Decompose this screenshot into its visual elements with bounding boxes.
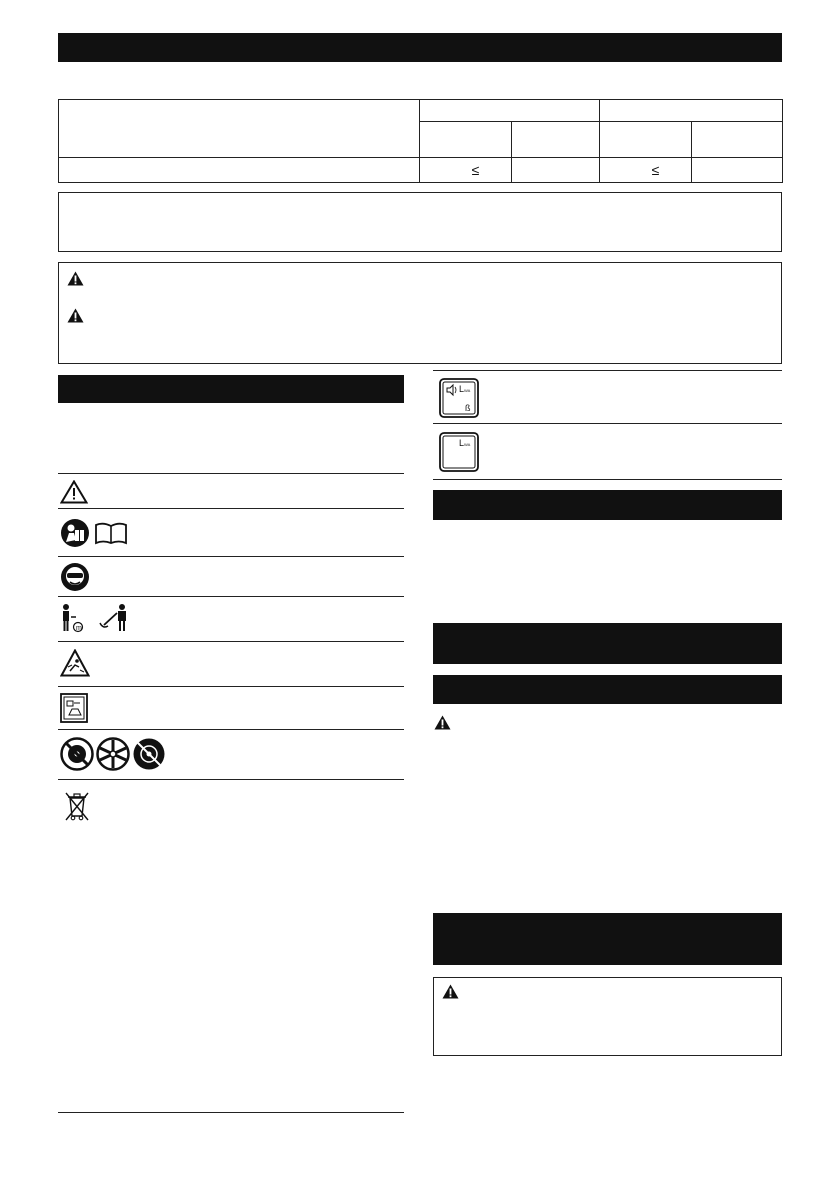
less-equal-symbol: ≤ bbox=[471, 162, 480, 178]
lwa-row-1 bbox=[433, 370, 782, 423]
lwa-sub: WA bbox=[464, 442, 471, 447]
thrown-objects-icon bbox=[60, 649, 90, 677]
lwa-label: L bbox=[459, 438, 465, 448]
spec-table-group-1 bbox=[420, 100, 600, 122]
spec-table-value bbox=[692, 158, 783, 183]
spec-table-group-2 bbox=[600, 100, 783, 122]
lwa-sub: WA bbox=[464, 388, 471, 393]
spec-table-subheader bbox=[600, 122, 692, 158]
spec-table-row-label bbox=[59, 158, 420, 183]
lwa-table-bottom-line bbox=[433, 479, 782, 480]
no-metal-blade-icon bbox=[60, 737, 94, 771]
read-manual-icon bbox=[60, 518, 90, 548]
header-bar bbox=[58, 33, 782, 62]
warning-triangle-icon bbox=[60, 480, 88, 504]
warning-triangle-icon bbox=[67, 271, 84, 286]
sound-power-label-icon bbox=[439, 432, 479, 472]
symbols-section-header bbox=[58, 375, 404, 403]
sound-power-label-icon bbox=[439, 378, 479, 418]
spec-table-value-le-1 bbox=[420, 158, 512, 183]
section-header-4 bbox=[433, 913, 782, 965]
book-icon bbox=[94, 521, 128, 545]
spec-table-value-le-2 bbox=[600, 158, 692, 183]
symbol-row-thrown-objects bbox=[58, 641, 404, 687]
symbol-row-wear-goggles bbox=[58, 556, 404, 597]
symbol-row-warning bbox=[58, 473, 404, 509]
warning-triangle-icon bbox=[67, 308, 84, 323]
lwa-label: L bbox=[459, 384, 465, 394]
spec-table-header-cell bbox=[59, 100, 420, 158]
spec-table-value bbox=[512, 158, 600, 183]
spec-table bbox=[58, 99, 782, 183]
symbol-row-read-manual bbox=[58, 508, 404, 557]
no-disc-icon bbox=[132, 737, 166, 771]
spec-table-subheader bbox=[692, 122, 783, 158]
lwa-row-2 bbox=[433, 423, 782, 479]
symbol-row-guard bbox=[58, 686, 404, 730]
warning-box bbox=[58, 262, 782, 364]
section-header-1 bbox=[433, 490, 782, 520]
warning-triangle-icon bbox=[442, 984, 459, 999]
note-box bbox=[58, 192, 782, 252]
warning-box-2 bbox=[433, 977, 782, 1056]
crossed-bin-icon bbox=[64, 790, 90, 822]
wear-goggles-icon bbox=[60, 562, 90, 592]
spec-table-subheader bbox=[420, 122, 512, 158]
symbol-row-weee bbox=[58, 779, 404, 1113]
spec-table-subheader bbox=[512, 122, 600, 158]
guard-icon bbox=[60, 693, 88, 723]
warning-triangle-icon bbox=[434, 715, 451, 730]
keep-bystanders-away-icon bbox=[60, 603, 130, 635]
less-equal-symbol: ≤ bbox=[651, 162, 660, 178]
section-header-3 bbox=[433, 675, 782, 704]
no-saw-blade-icon bbox=[96, 737, 130, 771]
symbol-row-no-blades bbox=[58, 729, 404, 780]
svg-text:ß: ß bbox=[465, 403, 471, 413]
svg-text:m: m bbox=[76, 625, 82, 632]
symbol-row-keep-distance bbox=[58, 596, 404, 642]
section-header-2 bbox=[433, 623, 782, 664]
